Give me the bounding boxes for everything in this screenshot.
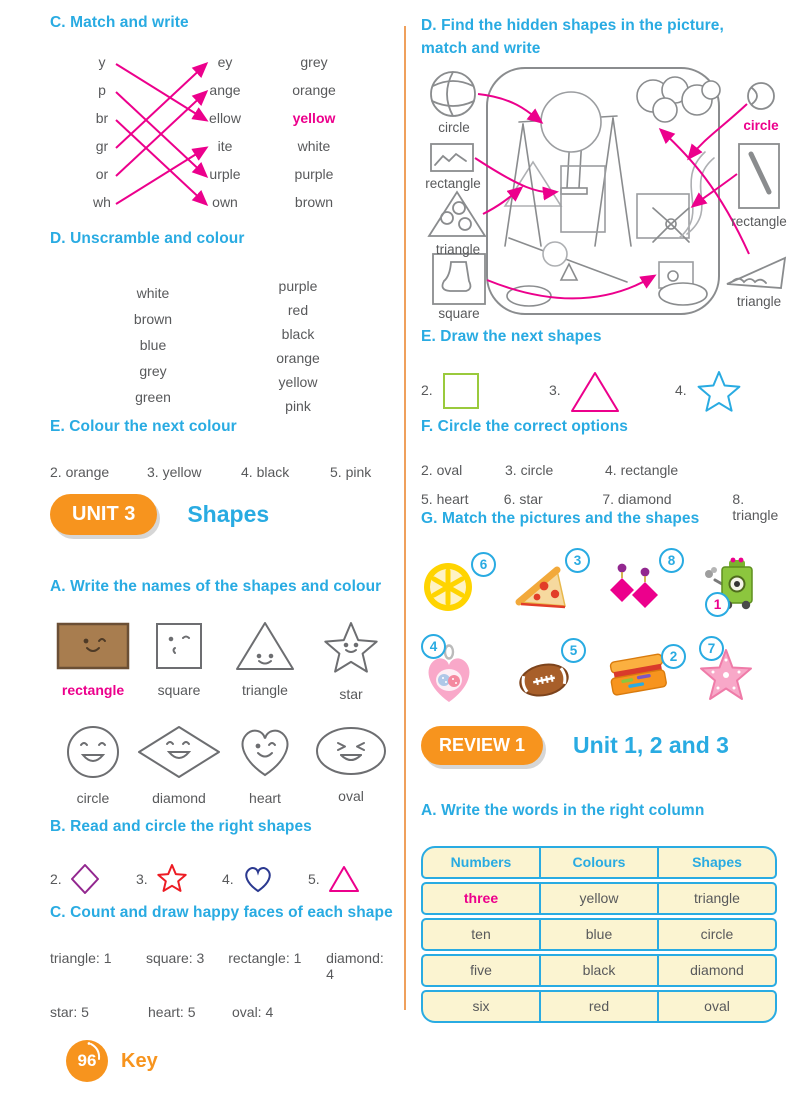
section-circle-options: [421, 418, 793, 523]
item-number: 4.: [222, 871, 234, 887]
shape-cell: [222, 724, 308, 806]
section-heading-line2: match and write: [421, 40, 541, 57]
triangle-face-icon: [234, 620, 296, 672]
table-cell: oval: [704, 998, 730, 1014]
ball-circle-icon: [748, 83, 774, 109]
shape-cell: [50, 620, 136, 702]
table-cell: black: [541, 956, 659, 985]
match-word: grey: [300, 54, 328, 70]
earrings-icon: [605, 556, 663, 616]
picture-item: [605, 548, 697, 624]
answer-item: 7. diamond: [602, 491, 672, 507]
match-word: white: [297, 138, 331, 154]
unit-3-header: [50, 494, 269, 535]
answer-item: 3. circle: [505, 462, 554, 478]
answer-item: 6. star: [503, 491, 543, 507]
table-cell: ten: [423, 920, 541, 949]
answer-item: 4. rectangle: [605, 462, 679, 478]
page-number: 96: [77, 1051, 97, 1070]
section-circle-shapes: [50, 818, 394, 896]
colour-word: yellow: [278, 374, 318, 390]
picture-item: [421, 548, 513, 624]
item-number: 3.: [549, 382, 561, 398]
table-row: [421, 990, 777, 1023]
table-cell: five: [423, 956, 541, 985]
answer-item: square: 3: [145, 950, 205, 966]
picture-item: [697, 548, 789, 624]
count-answers-row-1: [50, 950, 394, 982]
blue-star-icon: [695, 370, 743, 416]
answer-item: rectangle: 1: [228, 950, 302, 966]
shape-answer-label: square: [438, 306, 480, 321]
section-heading: F. Circle the correct options: [421, 418, 629, 435]
section-colour-next: [50, 418, 394, 480]
match-prefix: or: [95, 166, 109, 182]
shape-cell: [222, 620, 308, 702]
answer-item: [222, 864, 308, 894]
shape-answer-label: diamond: [152, 790, 206, 806]
match-suffix: urple: [209, 166, 241, 182]
section-count-faces: [50, 904, 394, 1020]
match-word: orange: [292, 82, 336, 98]
picture-number-badge: 1: [705, 592, 730, 617]
rectangle-face-icon: [56, 620, 130, 672]
pencil-swoosh-icon: [66, 1040, 108, 1082]
section-heading: C. Match and write: [50, 14, 189, 31]
match-word-answer: yellow: [292, 110, 336, 126]
picture-number-badge: 6: [471, 552, 496, 577]
right-column: [421, 14, 793, 1014]
table-cell: blue: [541, 920, 659, 949]
section-heading: G. Match the pictures and the shapes: [421, 510, 700, 527]
words-table: [421, 846, 777, 1023]
shape-answer-label: rectangle: [425, 176, 481, 191]
oval-face-icon: [313, 724, 389, 778]
shape-answer-label: oval: [338, 788, 364, 804]
match-suffix: ite: [217, 138, 233, 154]
lemon-slice-icon: [421, 558, 477, 616]
colour-word: red: [287, 302, 309, 318]
section-draw-next: [421, 328, 793, 416]
item-number: 2.: [50, 871, 62, 887]
triangle-outline-icon: [328, 864, 360, 894]
answer-item: 8. triangle: [732, 491, 779, 523]
colour-next-answers: [50, 464, 394, 480]
pictures-row-1: [421, 548, 793, 624]
table-cell-highlight: three: [423, 884, 541, 913]
heart-outline-icon: [242, 864, 274, 894]
count-answers-row-2: [50, 1004, 394, 1020]
answer-item: heart: 5: [148, 1004, 196, 1020]
pink-triangle-icon: [569, 370, 621, 414]
diamond-face-icon: [136, 724, 222, 780]
colour-word: brown: [133, 311, 173, 327]
section-heading: E. Draw the next shapes: [421, 328, 602, 345]
picture-number-badge: 8: [659, 548, 684, 573]
match-prefix: gr: [95, 138, 109, 154]
column-header: Shapes: [692, 854, 742, 870]
picture-item: [513, 636, 605, 712]
diamond-outline-icon: [70, 862, 100, 896]
answer-item: [136, 863, 222, 895]
picture-number-badge: 2: [661, 644, 686, 669]
colour-word: pink: [285, 398, 311, 414]
shape-answer-label: rectangle: [731, 214, 787, 229]
answer-item: [308, 864, 394, 894]
unit-badge: UNIT 3: [50, 494, 157, 535]
section-heading: D. Unscramble and colour: [50, 230, 245, 247]
shape-cell: [136, 620, 222, 702]
match-suffix: ange: [209, 82, 241, 98]
shape-answer-label: triangle: [242, 682, 288, 698]
item-number: 3.: [136, 871, 148, 887]
picture-number-badge: 5: [561, 638, 586, 663]
heart-face-icon: [236, 724, 294, 780]
shape-answer-label: rectangle: [61, 682, 125, 698]
table-cell: diamond: [690, 962, 744, 978]
unit-title: Shapes: [187, 501, 270, 527]
section-heading: E. Colour the next colour: [50, 418, 237, 435]
section-words-table: [421, 802, 793, 1023]
circle-face-icon: [65, 724, 121, 780]
answer-item: 2. oval: [421, 462, 463, 478]
pictures-row-2: [421, 636, 793, 712]
item-number: 2.: [421, 382, 433, 398]
answer-item: triangle: 1: [50, 950, 112, 966]
globe-icon: [431, 72, 475, 116]
answer-item: 5. heart: [421, 491, 469, 507]
table-row: [421, 954, 777, 987]
match-diagram: [50, 54, 394, 230]
shape-answer-label: star: [339, 686, 363, 702]
shape-answer-label-highlight: circle: [743, 118, 779, 133]
picture-item: [697, 636, 789, 712]
table-header-row: [421, 846, 777, 879]
section-write-shapes: [50, 578, 394, 806]
table-row: [421, 882, 777, 915]
match-prefix: y: [98, 54, 106, 70]
colour-word: grey: [139, 363, 167, 379]
answer-item: star: 5: [50, 1004, 89, 1020]
match-suffix: ey: [217, 54, 233, 70]
review-1-header: [421, 726, 729, 765]
table-cell: circle: [700, 926, 734, 942]
column-divider: [404, 26, 406, 1010]
pizza-slice-icon: [513, 560, 571, 616]
shape-answer-label: heart: [249, 790, 281, 806]
table-cell: yellow: [541, 884, 659, 913]
section-heading-line1: D. Find the hidden shapes in the picture,: [421, 17, 724, 34]
match-prefix: wh: [93, 194, 111, 210]
colour-word: black: [281, 326, 315, 342]
item-number: 5.: [308, 871, 320, 887]
table-cell: red: [541, 992, 659, 1021]
options-row-1: [421, 462, 793, 478]
answer-item: [675, 370, 743, 416]
colour-word: purple: [278, 278, 318, 294]
section-unscramble: [50, 230, 394, 418]
left-column: [50, 14, 394, 1020]
shape-cell: [308, 620, 394, 702]
section-match-pictures: [421, 510, 793, 712]
match-suffix: own: [212, 194, 238, 210]
answer-item: [549, 370, 675, 414]
table-row: [421, 918, 777, 951]
circle-shapes-answers: [50, 862, 394, 896]
section-match-and-write: [50, 14, 394, 230]
picture-item: [513, 548, 605, 624]
shape-answer-label: square: [157, 682, 201, 698]
answer-item: oval: 4: [232, 1004, 274, 1020]
match-word: purple: [294, 166, 334, 182]
page-number-circle: [66, 1040, 108, 1082]
colour-word: orange: [276, 350, 320, 366]
shape-cell: [50, 724, 136, 806]
draw-next-answers: [421, 370, 793, 416]
answer-item: 2. orange: [50, 464, 110, 480]
item-number: 4.: [675, 382, 687, 398]
shape-answer-label: triangle: [435, 242, 481, 257]
shapes-row-2: [50, 724, 394, 806]
green-square-icon: [441, 370, 481, 412]
section-heading: A. Write the words in the right column: [421, 802, 705, 819]
picture-number-badge: 3: [565, 548, 590, 573]
picture-item: [421, 636, 513, 712]
match-suffix: ellow: [209, 110, 241, 126]
table-cell: six: [423, 992, 541, 1021]
square-face-icon: [154, 620, 204, 672]
answer-item: 3. yellow: [147, 464, 202, 480]
answer-item: 4. black: [241, 464, 290, 480]
picture-item: [605, 636, 697, 712]
match-prefix: p: [98, 82, 106, 98]
playground-scene: [421, 66, 793, 318]
section-heading: C. Count and draw happy faces of each shape: [50, 904, 393, 921]
shape-cell: [136, 724, 222, 806]
picture-number-badge: 4: [421, 634, 446, 659]
playground-picture: [421, 66, 793, 321]
picture-number-badge: 7: [699, 636, 724, 661]
column-header: Colours: [541, 848, 659, 877]
section-heading: A. Write the names of the shapes and colour: [50, 578, 382, 595]
key-label: Key: [121, 1049, 158, 1072]
shape-cell: [308, 724, 394, 806]
answer-item: [421, 370, 549, 412]
match-word: brown: [294, 194, 334, 210]
star-outline-icon: [156, 863, 188, 895]
table-cell: triangle: [694, 890, 740, 906]
answer-item: 5. pink: [330, 464, 372, 480]
column-header: Numbers: [423, 848, 541, 877]
page-footer: [66, 1040, 158, 1082]
shape-answer-label: triangle: [736, 294, 782, 309]
section-hidden-shapes: [421, 14, 793, 60]
review-badge: REVIEW 1: [421, 726, 543, 765]
sail-triangle-icon: [727, 258, 785, 288]
colour-word: green: [135, 389, 171, 405]
colour-word: blue: [139, 337, 167, 353]
shape-answer-label: circle: [438, 120, 470, 135]
star-face-icon: [321, 620, 381, 676]
answer-item: diamond: 4: [326, 950, 384, 982]
review-title: Unit 1, 2 and 3: [573, 732, 729, 758]
match-prefix: br: [95, 110, 109, 126]
unscramble-words: [50, 274, 394, 418]
shape-answer-label: circle: [76, 790, 110, 806]
shapes-row-1: [50, 620, 394, 702]
section-heading: B. Read and circle the right shapes: [50, 818, 312, 835]
answer-item: [50, 862, 136, 896]
colour-word: white: [136, 285, 170, 301]
